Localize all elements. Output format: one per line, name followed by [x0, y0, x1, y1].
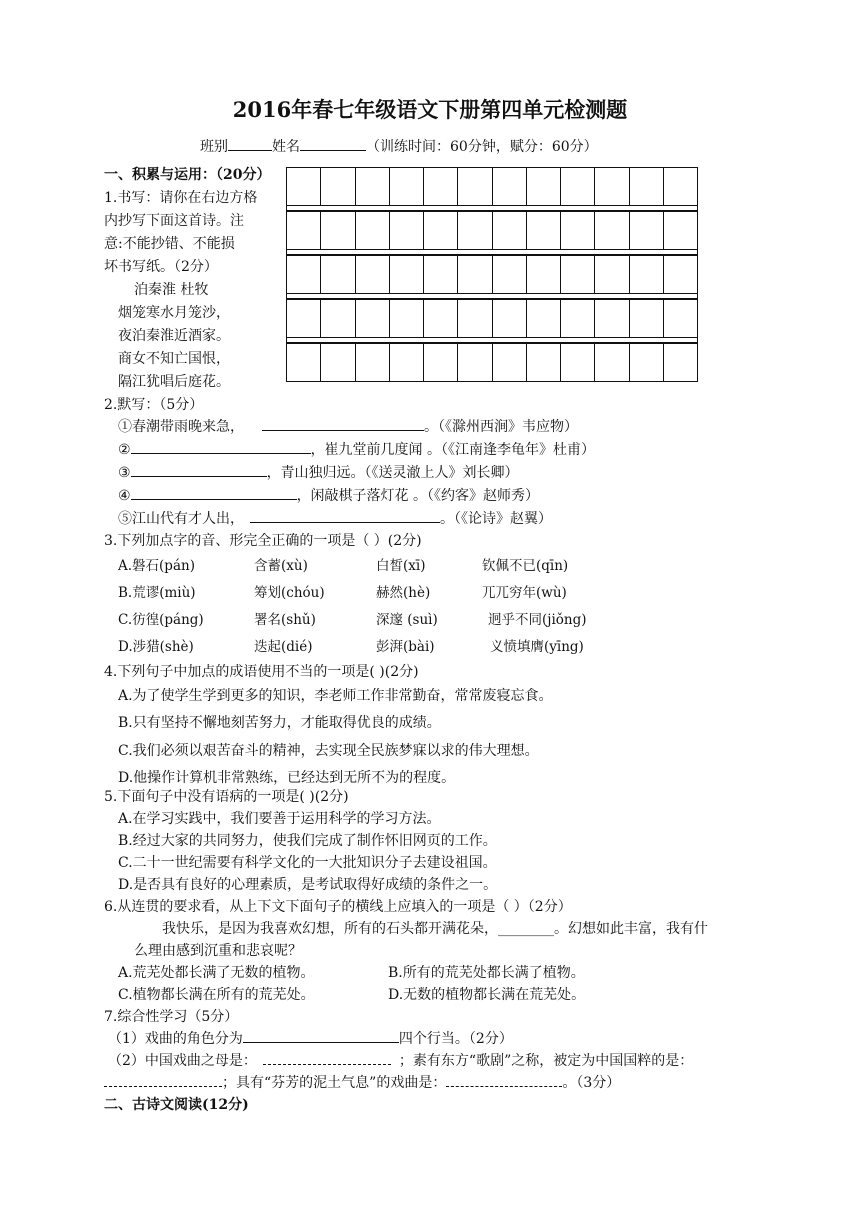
- q2-text: ④: [118, 488, 131, 504]
- q2-text: ①春潮带雨晚来急，: [118, 419, 244, 435]
- q1-line: 意:不能抄错、不能损: [104, 236, 235, 252]
- answer-blank[interactable]: [446, 1073, 562, 1087]
- q4-option: C.我们必须以艰苦奋斗的精神，去实现全民族梦寐以求的伟大理想。: [118, 743, 539, 759]
- q3-option: 白皙(xī): [376, 558, 426, 574]
- answer-blank[interactable]: [131, 486, 297, 500]
- q3-option: B.荒谬(miù): [118, 585, 196, 601]
- grid-row[interactable]: [286, 255, 698, 294]
- section-1-heading: 一、积累与运用：（20分）: [104, 167, 271, 183]
- student-info-line: [200, 136, 598, 156]
- q2-source: ，青山独归远。（《送灵澈上人》刘长卿）: [266, 465, 519, 481]
- q3-option: A.磐石(pán): [118, 558, 195, 574]
- q6-passage: 我快乐，是因为我喜欢幻想，所有的石头都开满花朵，________。幻想如此丰富，我有什: [162, 921, 708, 937]
- q1-line: 内抄写下面这首诗。注: [104, 213, 244, 229]
- name-label: 姓名: [272, 139, 300, 155]
- q2-item: [118, 462, 519, 482]
- q2-text: ③: [118, 465, 131, 481]
- q3-option: 彭湃(bài): [376, 639, 435, 655]
- q7-item: [104, 1072, 620, 1092]
- q5-heading: 5.下面句子中没有语病的一项是( )(2分): [104, 789, 349, 805]
- q3-option: 兀兀穷年(wù): [482, 585, 567, 601]
- q7-text: ；具有“芬芳的泥土气息”的戏曲是：: [222, 1075, 447, 1091]
- q3-option: 含蓄(xù): [254, 558, 308, 574]
- q6-option: B.所有的荒芜处都长满了植物。: [388, 965, 585, 981]
- q3-option: D.涉猎(shè): [118, 639, 194, 655]
- q7-item: [108, 1028, 513, 1048]
- q6-option: C.植物都长满在所有的荒芜处。: [118, 987, 315, 1003]
- q5-option: C.二十一世纪需要有科学文化的一大批知识分子去建设祖国。: [118, 855, 497, 871]
- q3-option: 赫然(hè): [376, 585, 431, 601]
- grid-row[interactable]: [286, 211, 698, 250]
- q3-option: 钦佩不已(qīn): [482, 558, 569, 574]
- q3-option: 义愤填膺(yīng): [490, 639, 584, 655]
- q7-text: （2）中国戏曲之母是：: [108, 1053, 257, 1069]
- q4-heading: 4.下列句子中加点的成语使用不当的一项是( )(2分): [104, 664, 419, 680]
- q5-option: B.经过大家的共同努力，使我们完成了制作怀旧网页的工作。: [118, 833, 497, 849]
- q2-item: [118, 439, 595, 459]
- q6-option: D.无数的植物都长满在荒芜处。: [388, 987, 586, 1003]
- poem-title: 泊秦淮 杜牧: [134, 282, 209, 298]
- q4-option: B.只有坚持不懈地刻苦努力，才能取得优良的成绩。: [118, 715, 441, 731]
- q5-option: A.在学习实践中，我们要善于运用科学的学习方法。: [118, 811, 441, 827]
- q2-item: [118, 485, 539, 505]
- writing-grid[interactable]: [286, 167, 698, 382]
- q2-item: [118, 416, 578, 436]
- class-label: 班别: [200, 139, 228, 155]
- q2-item: [118, 508, 552, 528]
- q7-text: 。（3分）: [562, 1075, 621, 1091]
- answer-blank[interactable]: [262, 417, 424, 431]
- q3-option: 筹划(chóu): [254, 585, 325, 601]
- q3-option: 深邃 (suì): [376, 612, 438, 628]
- q2-source: 。（《滁州西涧》韦应物）: [424, 419, 578, 435]
- name-field[interactable]: [300, 137, 366, 151]
- answer-blank[interactable]: [104, 1073, 222, 1087]
- q6-heading: 6.从连贯的要求看，从上下文下面句子的横线上应填入的一项是（ ）（2分）: [104, 899, 572, 915]
- answer-blank[interactable]: [263, 1051, 391, 1065]
- section-2-heading: 二、古诗文阅读(12分): [104, 1097, 249, 1113]
- answer-blank[interactable]: [243, 1029, 399, 1043]
- q1-line: 1.书写：请你在右边方格: [104, 190, 258, 206]
- q3-option: C.彷徨(páng): [118, 612, 204, 628]
- exam-info: （训练时间：60分钟，赋分：60分）: [366, 139, 598, 155]
- q4-option: D.他操作计算机非常熟练，已经达到无所不为的程度。: [118, 770, 456, 786]
- q2-text: ⑤江山代有才人出，: [118, 511, 244, 527]
- grid-row[interactable]: [286, 299, 698, 338]
- answer-blank[interactable]: [131, 463, 267, 477]
- class-field[interactable]: [228, 137, 272, 151]
- q3-option: 署名(shǔ): [254, 612, 316, 628]
- poem-line: 烟笼寒水月笼沙，: [118, 305, 230, 321]
- q2-source: 。（《论诗》赵翼）: [440, 511, 552, 527]
- page-title: 2016年春七年级语文下册第四单元检测题: [232, 97, 628, 122]
- answer-blank[interactable]: [131, 440, 311, 454]
- q7-item: [108, 1050, 693, 1070]
- q7-text: 四个行当。（2分）: [398, 1031, 513, 1047]
- grid-row[interactable]: [286, 167, 698, 206]
- q3-option: 迥乎不同(jiǒng): [488, 612, 587, 628]
- q6-passage: 么理由感到沉重和悲哀呢？: [134, 943, 302, 959]
- q3-heading: 3.下列加点字的音、形完全正确的一项是（ ）(2分): [104, 533, 422, 549]
- q4-option: A.为了使学生学到更多的知识，李老师工作非常勤奋，常常废寝忘食。: [118, 688, 553, 704]
- q7-text: （1）戏曲的角色分为: [108, 1031, 243, 1047]
- q3-option: 迭起(dié): [254, 639, 313, 655]
- q2-source: ，闲敲棋子落灯花 。（《约客》赵师秀）: [296, 488, 540, 504]
- q7-text: ；素有东方“歌剧”之称，被定为中国国粹的是：: [398, 1053, 694, 1069]
- q2-text: ②: [118, 442, 131, 458]
- poem-line: 夜泊秦淮近酒家。: [118, 328, 230, 344]
- q5-option: D.是否具有良好的心理素质，是考试取得好成绩的条件之一。: [118, 877, 498, 893]
- q2-source: ，崔九堂前几度闻 。（《江南逢李龟年》杜甫）: [310, 442, 596, 458]
- poem-line: 商女不知亡国恨，: [118, 351, 230, 367]
- answer-blank[interactable]: [250, 509, 440, 523]
- grid-row[interactable]: [286, 343, 698, 382]
- q2-heading: 2.默写：（5分）: [104, 397, 204, 413]
- q7-heading: 7.综合性学习（5分）: [104, 1009, 239, 1025]
- q6-option: A.荒芜处都长满了无数的植物。: [118, 965, 315, 981]
- q1-line: 坏书写纸。（2分）: [104, 259, 218, 275]
- poem-line: 隔江犹唱后庭花。: [118, 374, 230, 390]
